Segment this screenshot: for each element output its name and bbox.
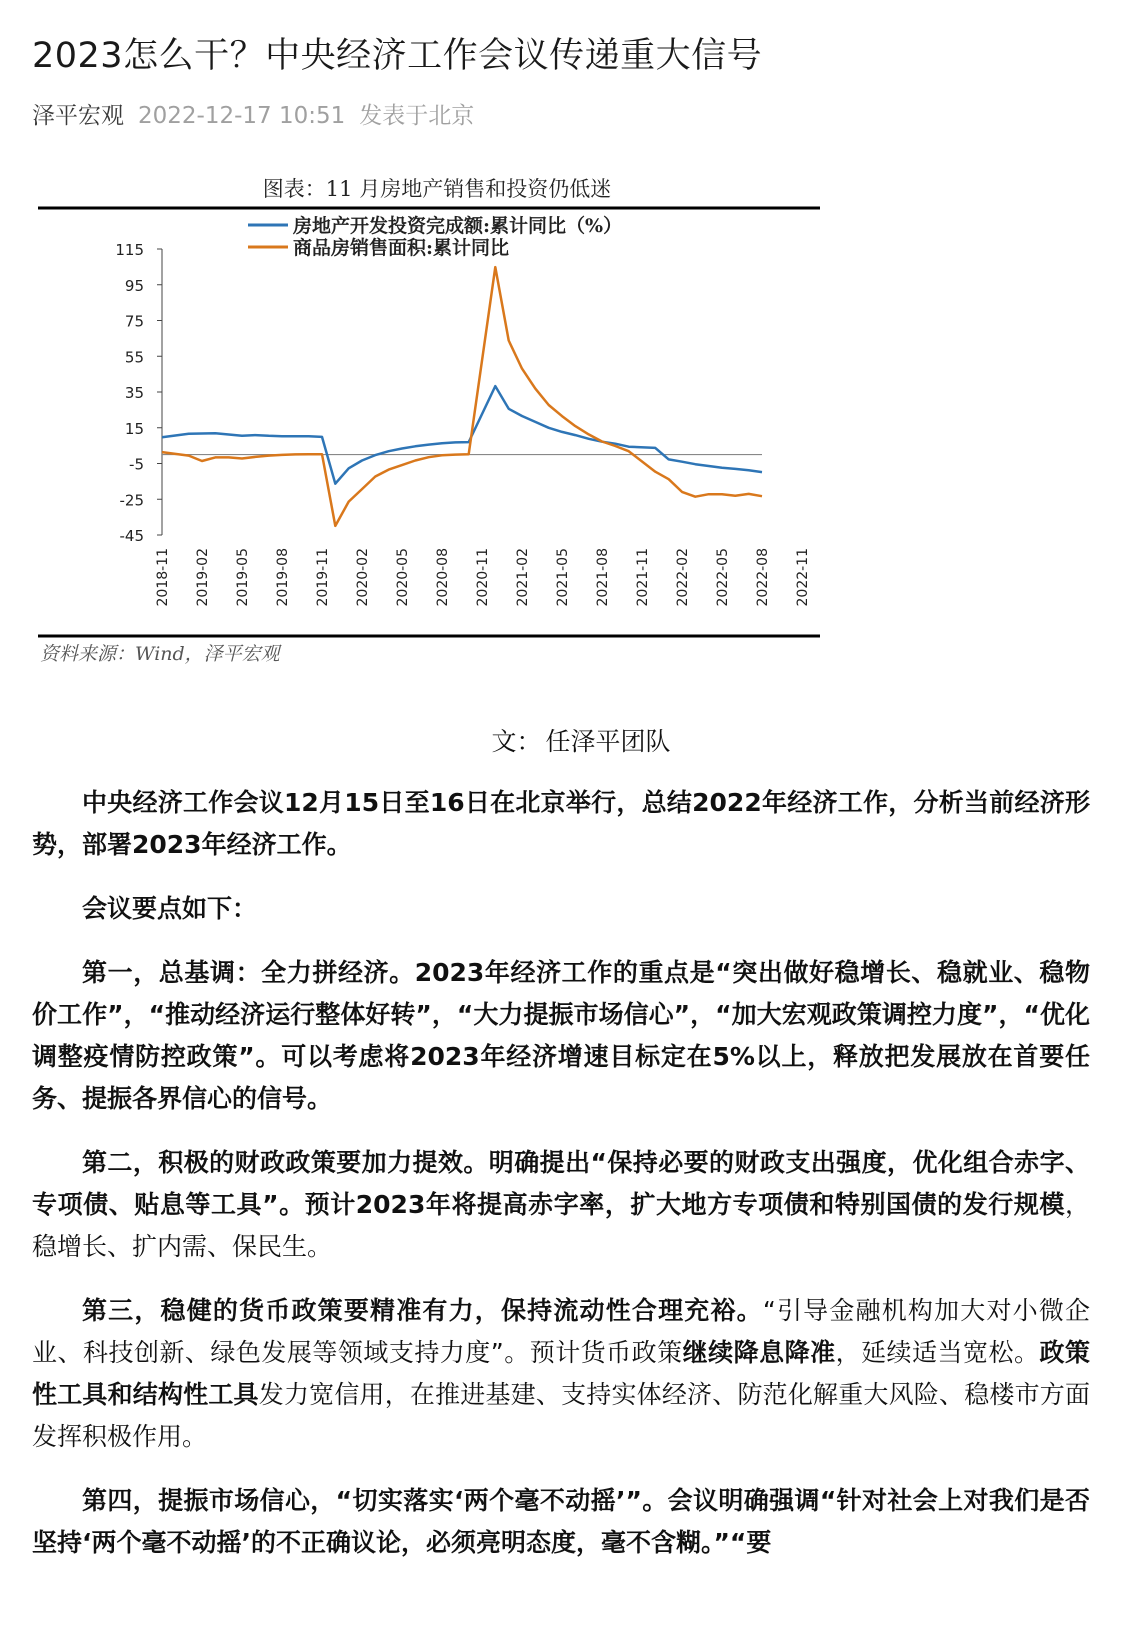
x-tick-label: 2022-05 <box>715 548 731 607</box>
byline <box>0 722 1122 758</box>
point-3-text-3: 发力宽信用，在推进基建、支持实体经济、防范化解重大风险、稳楼市方面发挥积极作用。 <box>32 1380 1090 1451</box>
y-tick-label: -5 <box>129 455 144 474</box>
x-tick-label: 2019-11 <box>315 548 331 607</box>
paragraph-point-2 <box>32 1142 1090 1268</box>
legend-label-2: 商品房销售面积:累计同比 <box>293 237 510 259</box>
y-tick-label: 75 <box>124 312 144 331</box>
paragraph-point-3 <box>32 1290 1090 1458</box>
byline-team: 任泽平团队 <box>545 727 671 756</box>
x-tick-label: 2021-08 <box>595 548 611 607</box>
chart-legend <box>248 214 622 259</box>
y-tick-label: 35 <box>124 384 144 402</box>
paragraph-point-4: 第四，提振市场信心，“切实落实‘两个毫不动摇’”。会议明确强调“针对社会上对我们是否坚持‘两个毫不动摇’的不正确议论，必须亮明态度，毫不含糊。”“要 <box>32 1486 1090 1557</box>
author-link[interactable]: 泽平宏观 <box>32 103 124 129</box>
x-tick-label: 2020-11 <box>475 548 491 607</box>
x-tick-label: 2021-11 <box>635 548 651 607</box>
plot-area <box>115 241 811 607</box>
chart-figure <box>0 0 1122 700</box>
y-tick-label: 55 <box>124 348 144 367</box>
x-tick-label: 2020-05 <box>395 548 411 607</box>
x-tick-label: 2022-11 <box>795 548 811 607</box>
x-tick-label: 2018-11 <box>155 548 171 607</box>
y-tick-label: -25 <box>119 491 144 510</box>
paragraph-key-points: 会议要点如下： <box>82 894 258 923</box>
y-tick-label: -45 <box>119 527 144 545</box>
point-3-heading: 第三，稳健的货币政策要精准有力，保持流动性合理充裕。 <box>82 1296 763 1325</box>
x-tick-label: 2022-08 <box>755 548 771 607</box>
y-tick-label: 95 <box>124 276 144 295</box>
x-tick-label: 2021-05 <box>555 548 571 607</box>
paragraph-point-1: 第一，总基调：全力拼经济。2023年经济工作的重点是“突出做好稳增长、稳就业、稳物价工作”，“推动经济运行整体好转”，“大力提振市场信心”，“加大宏观政策调控力度”，“优化调整疫情防控政策”。可以考虑将2023年经济增速目标定在5%以上，释放把发展放在首要任务、提振各界信心的信号。 <box>32 958 1090 1113</box>
paragraph-intro: 中央经济工作会议12月15日至16日在北京举行，总结2022年经济工作，分析当前经济形势，部署2023年经济工作。 <box>32 788 1090 859</box>
legend-label-1: 房地产开发投资完成额:累计同比（%） <box>293 215 623 237</box>
x-tick-label: 2019-02 <box>195 548 211 607</box>
x-tick-label: 2019-05 <box>235 548 251 607</box>
x-tick-label: 2022-02 <box>675 548 691 607</box>
publish-location: 发表于北京 <box>359 103 475 129</box>
point-3-bold-3: 政策性工具和结构性工具 <box>32 1338 1090 1409</box>
series-line-1 <box>162 386 762 484</box>
figure-source: 资料来源：Wind，泽平宏观 <box>40 643 280 665</box>
point-2-rest: ，稳增长、扩内需、保民生。 <box>32 1190 1090 1261</box>
article-title: 2023怎么干？中央经济工作会议传递重大信号 <box>32 36 763 76</box>
series-line-2 <box>162 267 762 526</box>
point-2-bold: 第二，积极的财政政策要加力提效。明确提出“保持必要的财政支出强度，优化组合赤字、专项债、贴息等工具”。预计2023年将提高赤字率，扩大地方专项债和特别国债的发行规模 <box>32 1148 1090 1219</box>
article-body <box>32 782 1090 1586</box>
byline-label: 文： <box>491 727 542 756</box>
y-tick-label: 115 <box>115 241 144 259</box>
point-3-text-1: “引导金融机构加大对小微企业、科技创新、绿色发展等领域支持力度”。预计货币政策 <box>32 1296 1091 1367</box>
x-tick-label: 2020-08 <box>435 548 451 607</box>
point-3-text-2: ，延续适当宽松。 <box>835 1338 1040 1367</box>
line-chart <box>0 0 1122 700</box>
y-tick-label: 15 <box>124 419 144 438</box>
figure-caption: 图表：11 月房地产销售和投资仍低迷 <box>262 177 612 201</box>
x-tick-label: 2021-02 <box>515 548 531 607</box>
x-tick-label: 2020-02 <box>355 548 371 607</box>
x-tick-label: 2019-08 <box>275 548 291 607</box>
publish-datetime: 2022-12-17 10:51 <box>138 103 346 129</box>
point-3-bold-2: 继续降息降准 <box>682 1338 836 1367</box>
